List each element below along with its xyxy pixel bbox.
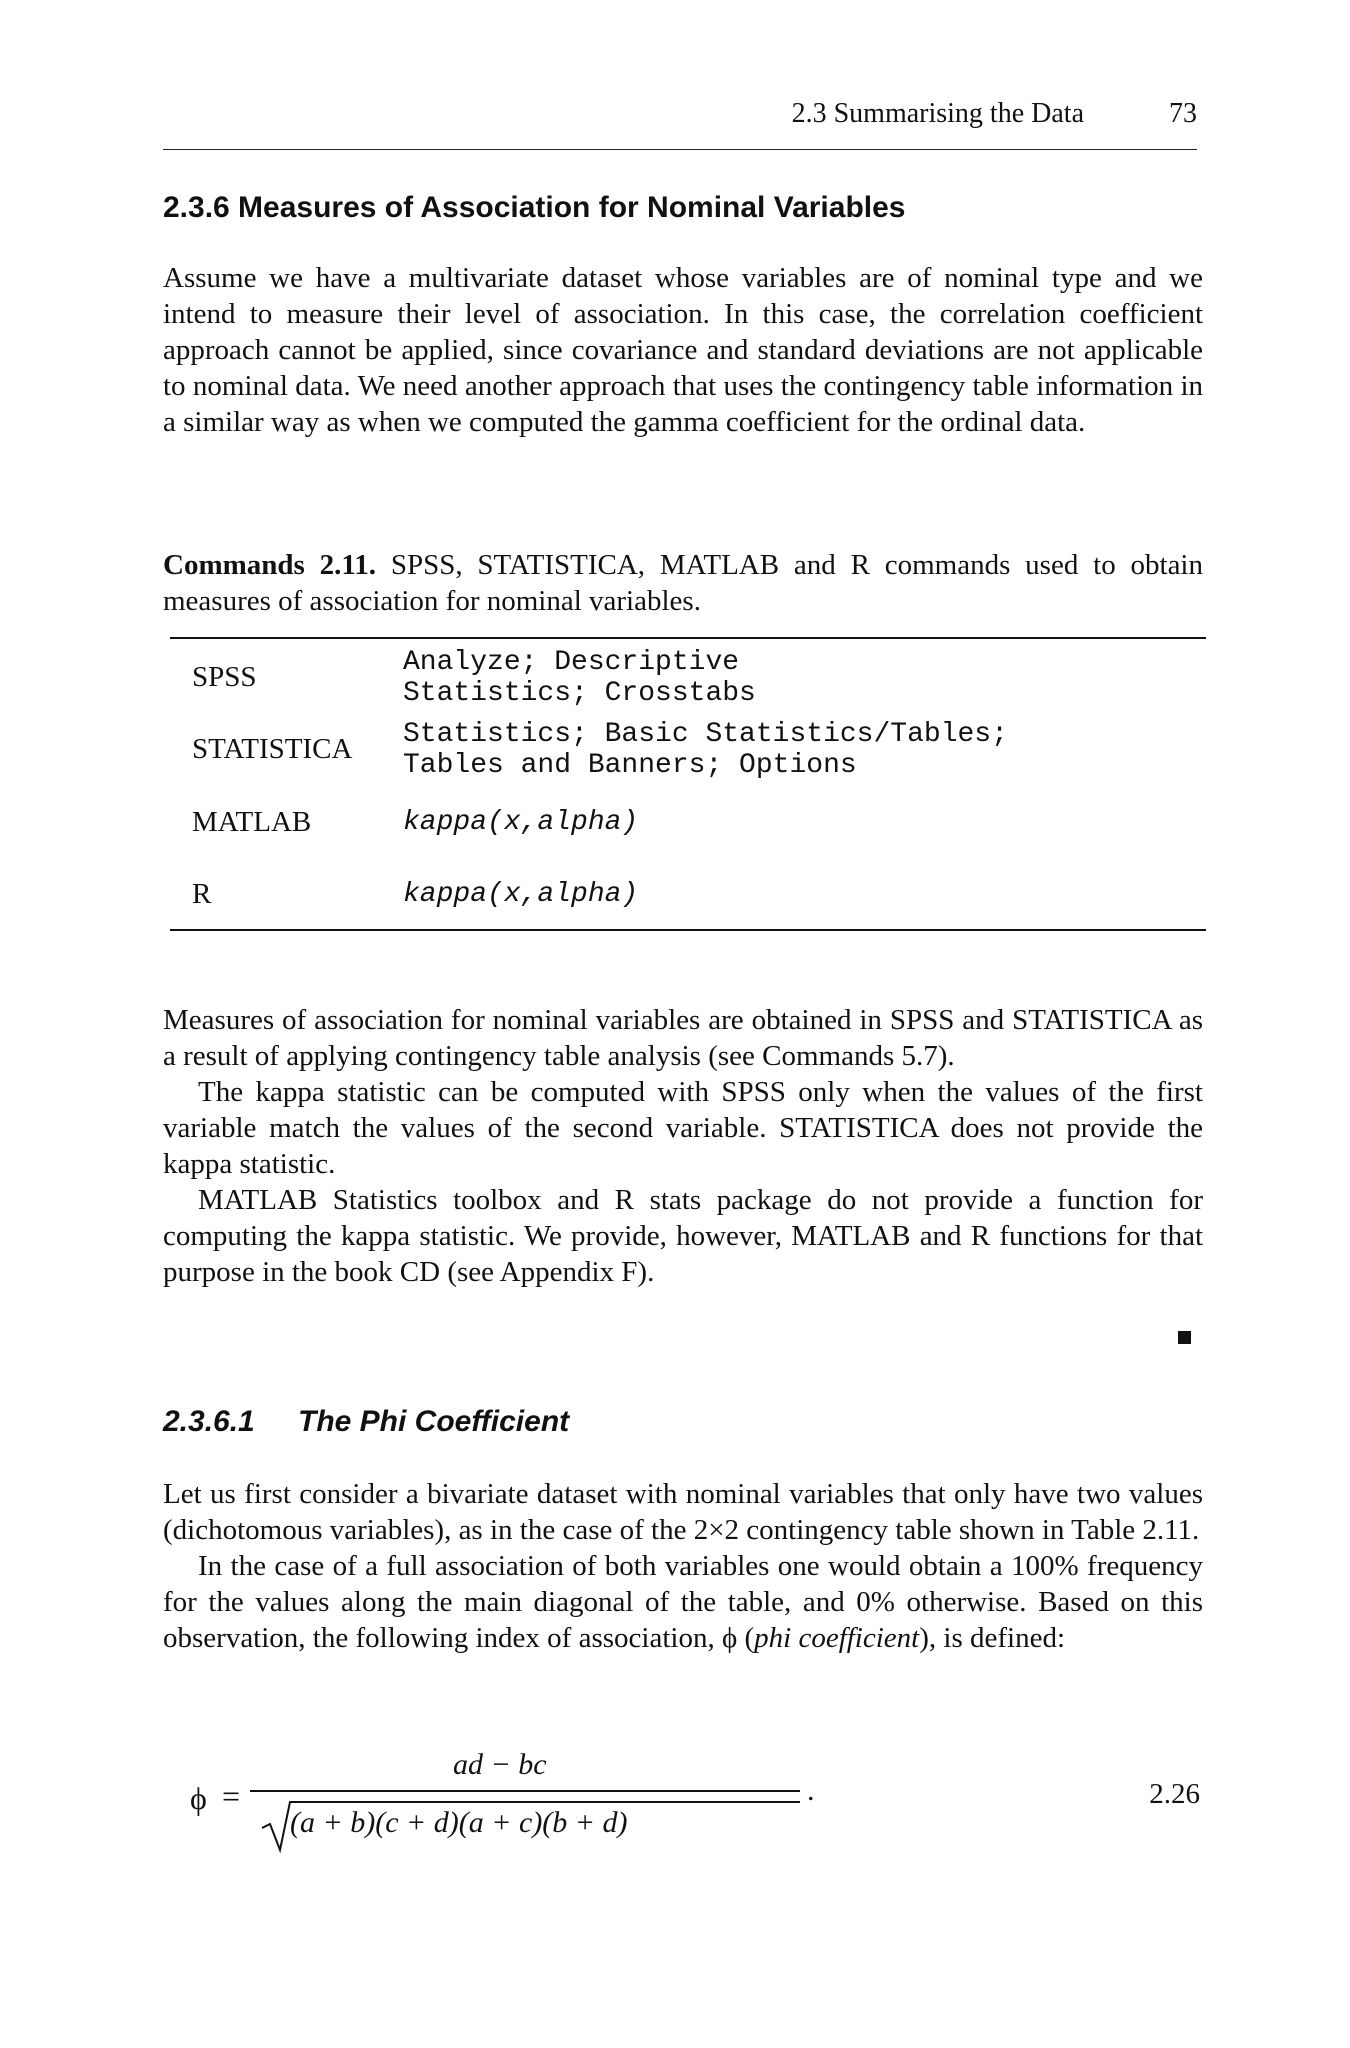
subsection-number: 2.3.6.1 <box>163 1405 255 1438</box>
paragraph: The kappa statistic can be computed with SPSS only when the values of the first variable match the values of the second variable. STATISTICA does not provide the kappa statistic. <box>163 1076 1203 1180</box>
intro-paragraph-block <box>163 260 1203 440</box>
phi-coefficient-term: phi coefficient <box>754 1622 920 1654</box>
subsection-heading <box>163 1404 1203 1440</box>
paragraph-text: In the case of a full association of both variables one would obtain a 100% frequency for the values along the main diagonal of the table, and 0% otherwise. Based on this observation, the following index of association, <box>163 1550 1203 1654</box>
tool-name: MATLAB <box>192 806 312 838</box>
denominator-text: (a + b)(c + d)(a + c)(b + d) <box>290 1806 628 1839</box>
command-text: Statistics; Basic Statistics/Tables; Tables and Banners; Options <box>403 719 1008 781</box>
commands-caption <box>163 547 1203 619</box>
commands-caption-block <box>163 547 1203 619</box>
intro-paragraph: Assume we have a multivariate dataset whose variables are of nominal type and we intend to measure their level of association. In this case, the correlation coefficient approach cannot be applied, since covariance and standard deviations are not applicable to nominal data. We need another approach that uses the contingency table information in a similar way as when we computed the gamma coefficient for the ordinal data. <box>163 262 1203 438</box>
equation-2-26 <box>190 1748 1200 1862</box>
phi-symbol: ϕ <box>721 1622 738 1654</box>
command-text: kappa(x,alpha) <box>403 807 639 838</box>
commands-table <box>170 637 1206 931</box>
equation-denominator <box>260 1800 800 1850</box>
end-of-commands-mark <box>1178 1331 1191 1344</box>
command-text: kappa(x,alpha) <box>403 879 639 910</box>
equation-number: 2.26 <box>1149 1778 1200 1810</box>
paragraph-text: ( <box>737 1622 755 1654</box>
tool-name: SPSS <box>192 661 257 693</box>
paragraph: Let us first consider a bivariate dataset with nominal variables that only have two values (dichotomous variables), as in the case of the 2×2 contingency table shown in Table 2.11. <box>163 1478 1203 1546</box>
running-head-title: 2.3 Summarising the Data <box>791 98 1084 129</box>
header-rule <box>163 149 1197 150</box>
paragraph-text: ), is defined: <box>919 1622 1065 1654</box>
paragraph: Measures of association for nominal variables are obtained in SPSS and STATISTICA as a result of applying contingency table analysis (see Commands 5.7). <box>163 1004 1203 1072</box>
equation-period: . <box>807 1774 815 1807</box>
equation-numerator: ad − bc <box>453 1748 547 1781</box>
fraction-bar <box>250 1790 800 1792</box>
tool-name: R <box>192 878 212 910</box>
equation-lhs: ϕ <box>190 1780 207 1816</box>
section-heading: 2.3.6 Measures of Association for Nominal Variables <box>163 191 906 224</box>
commands-caption-text: SPSS, STATISTICA, MATLAB and R commands used to obtain measures of association for nominal variables. <box>163 549 1203 617</box>
paragraph: MATLAB Statistics toolbox and R stats package do not provide a function for computing the kappa statistic. We provide, however, MATLAB and R functions for that purpose in the book CD (see Appendix F). <box>163 1184 1203 1288</box>
after-commands-block <box>163 1002 1203 1290</box>
phi-paragraph-block <box>163 1476 1203 1656</box>
subsection-title: The Phi Coefficient <box>298 1405 570 1438</box>
equals-sign: = <box>222 1778 241 1814</box>
command-text: Analyze; Descriptive Statistics; Crosstabs <box>403 647 756 709</box>
commands-label: Commands 2.11. <box>163 549 377 581</box>
page-number: 73 <box>1169 98 1197 129</box>
paragraph <box>163 1548 1203 1656</box>
tool-name: STATISTICA <box>192 733 353 765</box>
